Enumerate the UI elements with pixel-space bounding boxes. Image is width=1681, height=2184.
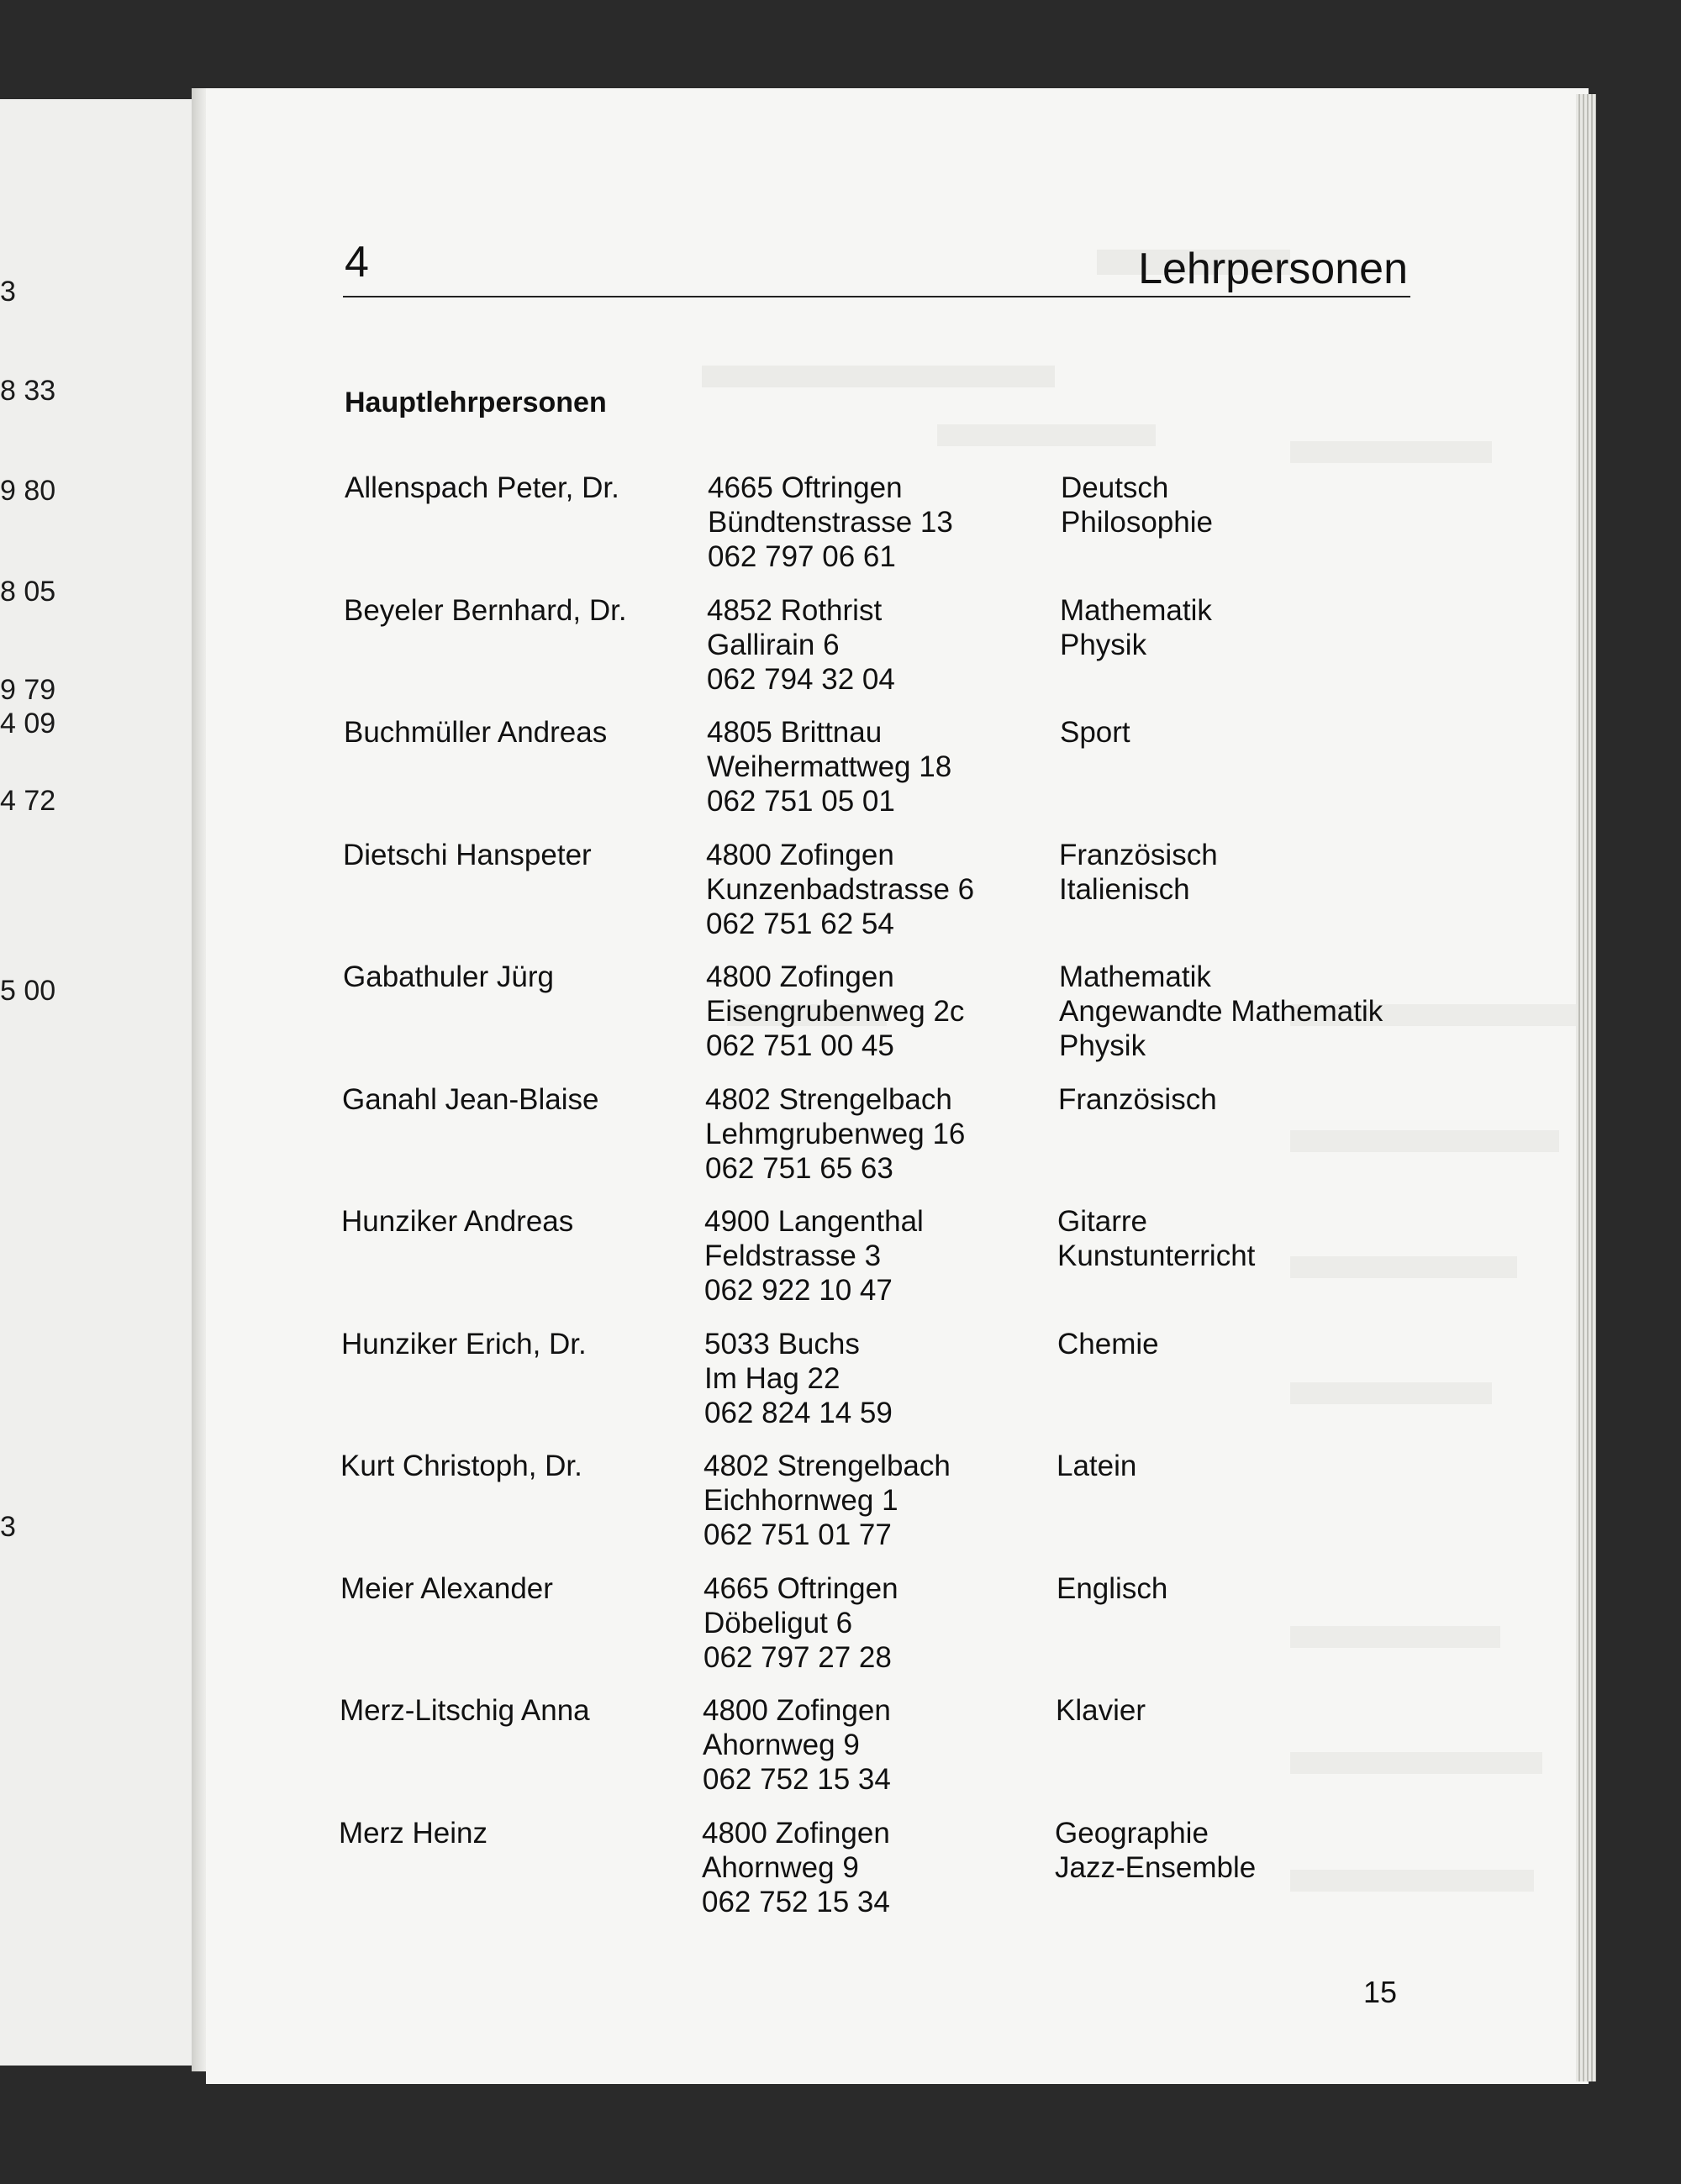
teacher-subjects	[1060, 715, 1130, 750]
left-page-number: 8 33	[0, 375, 56, 407]
phone-number: 062 794 32 04	[707, 663, 895, 696]
teacher-name: Ganahl Jean-Blaise	[342, 1083, 599, 1116]
address-line: 4802 Strengelbach	[703, 1450, 951, 1482]
left-page-fragment	[0, 99, 192, 2066]
teacher-address	[706, 838, 974, 941]
teacher-address	[704, 1204, 924, 1308]
teacher-subjects	[1061, 471, 1213, 539]
teacher-address	[707, 593, 895, 697]
teacher-address	[703, 1571, 898, 1675]
address-line: Bündtenstrasse 13	[708, 506, 953, 539]
teacher-subjects	[1057, 1204, 1255, 1273]
address-line: Eichhornweg 1	[703, 1484, 898, 1517]
show-through	[1290, 1870, 1534, 1892]
left-page-number: 5 00	[0, 975, 56, 1007]
subject: Sport	[1060, 716, 1130, 749]
address-line: 4800 Zofingen	[706, 960, 894, 993]
chapter-number: 4	[345, 238, 369, 287]
teacher-name: Buchmüller Andreas	[344, 716, 608, 749]
phone-number: 062 752 15 34	[703, 1763, 891, 1796]
teacher-subjects	[1057, 1571, 1167, 1606]
subject: Kunstunterricht	[1057, 1239, 1256, 1272]
address-line: 4800 Zofingen	[703, 1694, 891, 1727]
address-line: Döbeligut 6	[703, 1607, 853, 1639]
show-through	[1290, 1256, 1517, 1278]
teacher-subjects	[1058, 1082, 1217, 1117]
left-page-number: 3	[0, 1511, 16, 1543]
address-line: Ahornweg 9	[702, 1851, 859, 1884]
left-page-number: 9 79	[0, 674, 56, 706]
show-through	[1290, 1130, 1559, 1152]
subject: Philosophie	[1061, 506, 1213, 539]
teacher-subjects	[1057, 1327, 1159, 1361]
address-line: 4800 Zofingen	[706, 839, 894, 871]
teacher-address	[703, 1693, 891, 1797]
teacher-name: Merz Heinz	[339, 1817, 487, 1850]
teacher-address	[707, 715, 951, 818]
teacher-subjects	[1060, 593, 1212, 662]
teacher-name: Gabathuler Jürg	[343, 960, 554, 993]
subject: Deutsch	[1061, 471, 1169, 504]
teacher-name: Beyeler Bernhard, Dr.	[344, 594, 627, 627]
show-through	[702, 366, 1055, 387]
subject: Physik	[1060, 629, 1147, 661]
teacher-subjects	[1056, 1693, 1146, 1728]
teacher-address	[706, 960, 964, 1063]
address-line: 4800 Zofingen	[702, 1817, 890, 1850]
address-line: Ahornweg 9	[703, 1729, 860, 1761]
address-line: Kunzenbadstrasse 6	[706, 873, 975, 906]
phone-number: 062 751 01 77	[703, 1518, 892, 1551]
teacher-address	[703, 1449, 951, 1552]
address-line: Feldstrasse 3	[704, 1239, 882, 1272]
teacher-name: Dietschi Hanspeter	[343, 839, 592, 871]
subject: Mathematik	[1060, 594, 1212, 627]
address-line: 4665 Oftringen	[708, 471, 903, 504]
teacher-name: Merz-Litschig Anna	[340, 1694, 590, 1727]
subject: Italienisch	[1059, 873, 1190, 906]
left-page-number: 3	[0, 276, 16, 308]
teacher-subjects	[1059, 960, 1383, 1063]
page-edges	[1576, 94, 1596, 2081]
phone-number: 062 824 14 59	[704, 1397, 893, 1429]
left-page-number: 8 05	[0, 576, 56, 608]
subject: Angewandte Mathematik	[1059, 995, 1383, 1028]
teacher-address	[704, 1327, 893, 1430]
subject: Mathematik	[1059, 960, 1211, 993]
left-page-number: 9 80	[0, 475, 56, 507]
address-line: 4805 Brittnau	[707, 716, 883, 749]
teacher-address	[702, 1816, 890, 1919]
show-through	[1290, 1382, 1492, 1404]
subject: Chemie	[1057, 1328, 1159, 1360]
chapter-title: Lehrpersonen	[1138, 245, 1408, 293]
page-number: 15	[1363, 1975, 1398, 2009]
teacher-name: Kurt Christoph, Dr.	[340, 1450, 582, 1482]
show-through	[1290, 1626, 1500, 1648]
address-line: Weihermattweg 18	[707, 750, 952, 783]
phone-number: 062 797 27 28	[703, 1641, 892, 1674]
teacher-name: Hunziker Erich, Dr.	[341, 1328, 587, 1360]
header-rule	[343, 296, 1410, 297]
show-through	[937, 424, 1156, 446]
phone-number: 062 751 65 63	[705, 1152, 893, 1185]
teacher-subjects	[1055, 1816, 1256, 1885]
address-line: Im Hag 22	[704, 1362, 840, 1395]
phone-number: 062 751 05 01	[707, 785, 895, 818]
teacher-name: Hunziker Andreas	[341, 1205, 574, 1238]
subject: Gitarre	[1057, 1205, 1147, 1238]
address-line: 4802 Strengelbach	[705, 1083, 952, 1116]
phone-number: 062 797 06 61	[708, 540, 896, 573]
subject: Physik	[1059, 1029, 1146, 1062]
phone-number: 062 752 15 34	[702, 1886, 890, 1918]
teacher-name: Allenspach Peter, Dr.	[345, 471, 619, 504]
subject: Klavier	[1056, 1694, 1146, 1727]
teacher-subjects	[1057, 1449, 1136, 1483]
address-line: Eisengrubenweg 2c	[706, 995, 965, 1028]
left-page-number: 4 09	[0, 708, 56, 739]
address-line: Gallirain 6	[707, 629, 840, 661]
address-line: Lehmgrubenweg 16	[705, 1118, 966, 1150]
address-line: 4852 Rothrist	[707, 594, 883, 627]
subject: Geographie	[1055, 1817, 1209, 1850]
section-heading: Hauptlehrpersonen	[345, 387, 607, 418]
address-line: 4665 Oftringen	[703, 1572, 898, 1605]
subject: Französisch	[1058, 1083, 1217, 1116]
subject: Französisch	[1059, 839, 1218, 871]
teacher-subjects	[1059, 838, 1218, 907]
subject: Latein	[1057, 1450, 1137, 1482]
show-through	[1290, 1752, 1542, 1774]
left-page-number: 4 72	[0, 785, 56, 817]
address-line: 4900 Langenthal	[704, 1205, 924, 1238]
show-through	[1290, 441, 1492, 463]
subject: Jazz-Ensemble	[1055, 1851, 1257, 1884]
teacher-address	[705, 1082, 965, 1186]
phone-number: 062 922 10 47	[704, 1274, 893, 1307]
teacher-address	[708, 471, 953, 574]
teacher-name: Meier Alexander	[340, 1572, 553, 1605]
phone-number: 062 751 62 54	[706, 908, 894, 940]
phone-number: 062 751 00 45	[706, 1029, 894, 1062]
address-line: 5033 Buchs	[704, 1328, 860, 1360]
subject: Englisch	[1057, 1572, 1168, 1605]
